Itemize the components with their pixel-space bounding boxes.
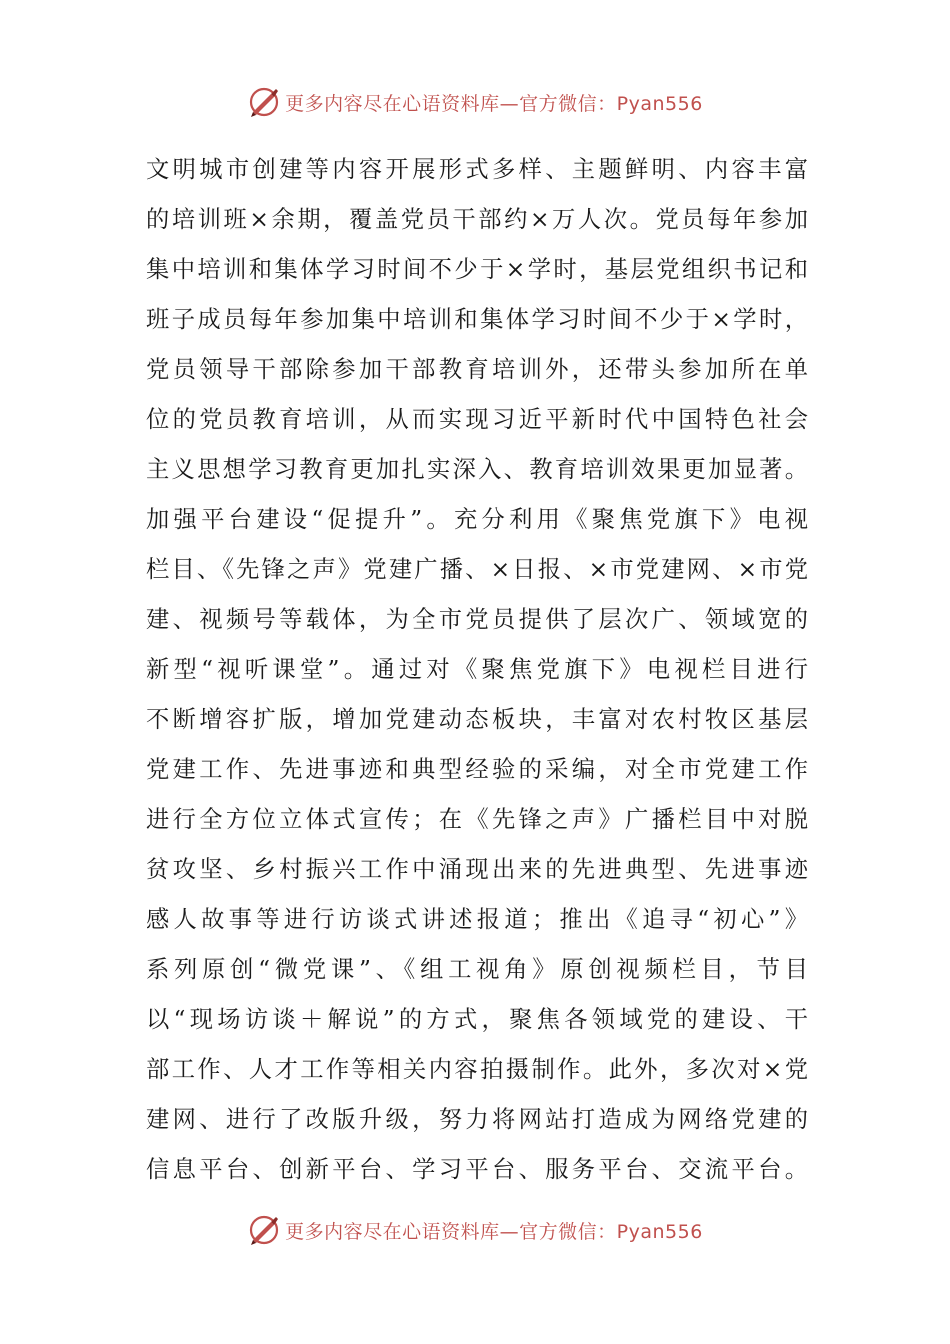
text-line: 主义思想学习教育更加扎实深入、教育培训效果更加显著。 [146, 456, 808, 483]
header-watermark [0, 82, 950, 122]
text-line: 以“现场访谈＋解说”的方式，聚焦各领域党的建设、干 [146, 1006, 808, 1033]
text-line: 文明城市创建等内容开展形式多样、主题鲜明、内容丰富 [146, 156, 808, 183]
text-line: 部工作、人才工作等相关内容拍摄制作。此外，多次对×党 [146, 1056, 808, 1083]
text-line: 班子成员每年参加集中培训和集体学习时间不少于×学时， [146, 306, 808, 333]
text-line: 信息平台、创新平台、学习平台、服务平台、交流平台。 [146, 1156, 808, 1183]
text-line: 集中培训和集体学习时间不少于×学时，基层党组织书记和 [146, 256, 808, 283]
footer-watermark-text: 更多内容尽在心语资料库—官方微信：Pyan556 [285, 1220, 703, 1243]
text-line: 建网、进行了改版升级，努力将网站打造成为网络党建的 [146, 1106, 808, 1133]
text-line: 党建工作、先进事迹和典型经验的采编，对全市党建工作 [146, 756, 808, 783]
text-line: 位的党员教育培训，从而实现习近平新时代中国特色社会 [146, 406, 808, 433]
text-line: 不断增容扩版，增加党建动态板块，丰富对农村牧区基层 [146, 706, 808, 733]
text-line: 加强平台建设“促提升”。充分利用《聚焦党旗下》电视 [146, 506, 808, 533]
text-line: 贫攻坚、乡村振兴工作中涌现出来的先进典型、先进事迹 [146, 856, 808, 883]
footer-watermark [0, 1210, 950, 1250]
text-line: 进行全方位立体式宣传；在《先锋之声》广播栏目中对脱 [146, 806, 808, 833]
text-line: 党员领导干部除参加干部教育培训外，还带头参加所在单 [146, 356, 808, 383]
text-line: 建、视频号等载体，为全市党员提供了层次广、领域宽的 [146, 606, 808, 633]
pen-circle-logo-icon [247, 85, 281, 119]
text-line: 的培训班×余期，覆盖党员干部约×万人次。党员每年参加 [146, 206, 808, 233]
text-line: 新型“视听课堂”。通过对《聚焦党旗下》电视栏目进行 [146, 656, 808, 683]
pen-circle-logo-icon [247, 1213, 281, 1247]
text-line: 系列原创“微党课”、《组工视角》原创视频栏目，节目 [146, 956, 808, 983]
document-body [146, 145, 808, 1195]
header-watermark-text: 更多内容尽在心语资料库—官方微信：Pyan556 [285, 92, 703, 115]
text-line: 栏目、《先锋之声》党建广播、×日报、×市党建网、×市党 [146, 556, 808, 583]
text-line: 感人故事等进行访谈式讲述报道；推出《追寻“初心”》 [146, 906, 808, 933]
